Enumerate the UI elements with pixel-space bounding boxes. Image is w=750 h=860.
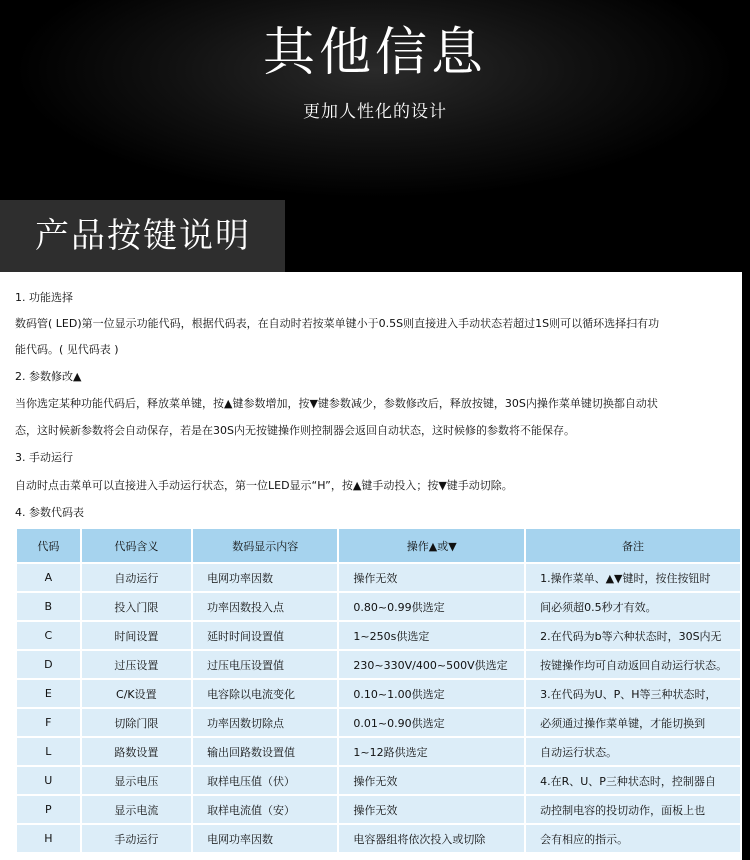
section-2-heading: 2. 参数修改▲ bbox=[15, 370, 82, 383]
cell-operation: 操作无效 bbox=[339, 564, 524, 591]
header-code: 代码 bbox=[17, 529, 80, 562]
section-2-text-line-2: 态，这时候新参数将会自动保存，若是在30S内无按键操作则控制器会返回自动状态，这时候修的参数将不能保存。 bbox=[15, 424, 575, 437]
page-subtitle: 更加人性化的设计 bbox=[303, 102, 447, 122]
section-4-heading: 4. 参数代码表 bbox=[15, 506, 84, 519]
parameter-code-table bbox=[15, 527, 742, 854]
table-row bbox=[17, 564, 740, 591]
table-header-row bbox=[17, 529, 740, 562]
cell-meaning: 显示电流 bbox=[82, 796, 191, 823]
cell-display: 电网功率因数 bbox=[193, 564, 337, 591]
table-row bbox=[17, 651, 740, 678]
table-row bbox=[17, 622, 740, 649]
cell-code: B bbox=[17, 593, 80, 620]
cell-meaning: 路数设置 bbox=[82, 738, 191, 765]
table-row bbox=[17, 593, 740, 620]
cell-operation: 0.10~1.00供选定 bbox=[339, 680, 524, 707]
cell-meaning: 投入门限 bbox=[82, 593, 191, 620]
cell-meaning: 过压设置 bbox=[82, 651, 191, 678]
table-row bbox=[17, 709, 740, 736]
cell-code: H bbox=[17, 825, 80, 852]
cell-display: 电网功率因数 bbox=[193, 825, 337, 852]
section-3-heading: 3. 手动运行 bbox=[15, 451, 73, 464]
cell-display: 延时时间设置值 bbox=[193, 622, 337, 649]
cell-operation: 1~12路供选定 bbox=[339, 738, 524, 765]
cell-remarks: 按键操作均可自动返回自动运行状态。 bbox=[526, 651, 740, 678]
cell-code: P bbox=[17, 796, 80, 823]
cell-operation: 电容器组将依次投入或切除 bbox=[339, 825, 524, 852]
cell-display: 电容除以电流变化 bbox=[193, 680, 337, 707]
cell-remarks: 2.在代码为b等六种状态时，30S内无 bbox=[526, 622, 740, 649]
header-operation: 操作▲或▼ bbox=[339, 529, 524, 562]
header-remarks: 备注 bbox=[526, 529, 740, 562]
cell-remarks: 1.操作菜单、▲▼键时，按住按钮时 bbox=[526, 564, 740, 591]
cell-operation: 操作无效 bbox=[339, 767, 524, 794]
cell-meaning: 自动运行 bbox=[82, 564, 191, 591]
cell-meaning: 时间设置 bbox=[82, 622, 191, 649]
cell-remarks: 会有相应的指示。 bbox=[526, 825, 740, 852]
cell-code: A bbox=[17, 564, 80, 591]
section-3-text-line-1: 自动时点击菜单可以直接进入手动运行状态，第一位LED显示“H”，按▲键手动投入；按▼键手动切除。 bbox=[15, 479, 513, 492]
cell-remarks: 自动运行状态。 bbox=[526, 738, 740, 765]
cell-operation: 1~250s供选定 bbox=[339, 622, 524, 649]
table-row bbox=[17, 796, 740, 823]
cell-code: C bbox=[17, 622, 80, 649]
header-meaning: 代码含义 bbox=[82, 529, 191, 562]
section-1-text-line-1: 数码管( LED)第一位显示功能代码，根据代码表，在自动时若按菜单键小于0.5S则直接进入手动状态若超过1S则可以循环选择扫有功 bbox=[15, 317, 660, 330]
header-display: 数码显示内容 bbox=[193, 529, 337, 562]
cell-remarks: 3.在代码为U、P、H等三种状态时， bbox=[526, 680, 740, 707]
table-row bbox=[17, 767, 740, 794]
cell-display: 取样电流值（安） bbox=[193, 796, 337, 823]
cell-code: D bbox=[17, 651, 80, 678]
cell-display: 取样电压值（伏） bbox=[193, 767, 337, 794]
cell-code: L bbox=[17, 738, 80, 765]
cell-code: U bbox=[17, 767, 80, 794]
header-banner bbox=[0, 0, 750, 200]
cell-meaning: 手动运行 bbox=[82, 825, 191, 852]
cell-operation: 0.01~0.90供选定 bbox=[339, 709, 524, 736]
cell-operation: 230~330V/400~500V供选定 bbox=[339, 651, 524, 678]
table-row bbox=[17, 738, 740, 765]
cell-remarks: 动控制电容的投切动作，面板上也 bbox=[526, 796, 740, 823]
cell-operation: 操作无效 bbox=[339, 796, 524, 823]
cell-meaning: 切除门限 bbox=[82, 709, 191, 736]
content-panel bbox=[0, 272, 742, 860]
section-1-heading: 1. 功能选择 bbox=[15, 291, 73, 304]
page-title: 其他信息 bbox=[262, 23, 487, 83]
cell-meaning: 显示电压 bbox=[82, 767, 191, 794]
cell-operation: 0.80~0.99供选定 bbox=[339, 593, 524, 620]
table-row bbox=[17, 825, 740, 852]
cell-display: 过压电压设置值 bbox=[193, 651, 337, 678]
cell-display: 功率因数投入点 bbox=[193, 593, 337, 620]
cell-meaning: C/K设置 bbox=[82, 680, 191, 707]
table-row bbox=[17, 680, 740, 707]
section-1-text-line-2: 能代码。( 见代码表 ) bbox=[15, 343, 119, 356]
cell-remarks: 间必须超0.5秒才有效。 bbox=[526, 593, 740, 620]
cell-display: 功率因数切除点 bbox=[193, 709, 337, 736]
section-title: 产品按键说明 bbox=[0, 200, 285, 272]
cell-code: F bbox=[17, 709, 80, 736]
cell-remarks: 4.在R、U、P三种状态时，控制器自 bbox=[526, 767, 740, 794]
cell-code: E bbox=[17, 680, 80, 707]
cell-display: 输出回路数设置值 bbox=[193, 738, 337, 765]
cell-remarks: 必须通过操作菜单键，才能切换到 bbox=[526, 709, 740, 736]
section-2-text-line-1: 当你选定某种功能代码后，释放菜单键，按▲键参数增加，按▼键参数减少，参数修改后，释放按键，30S内操作菜单键切换都自动状 bbox=[15, 397, 658, 410]
